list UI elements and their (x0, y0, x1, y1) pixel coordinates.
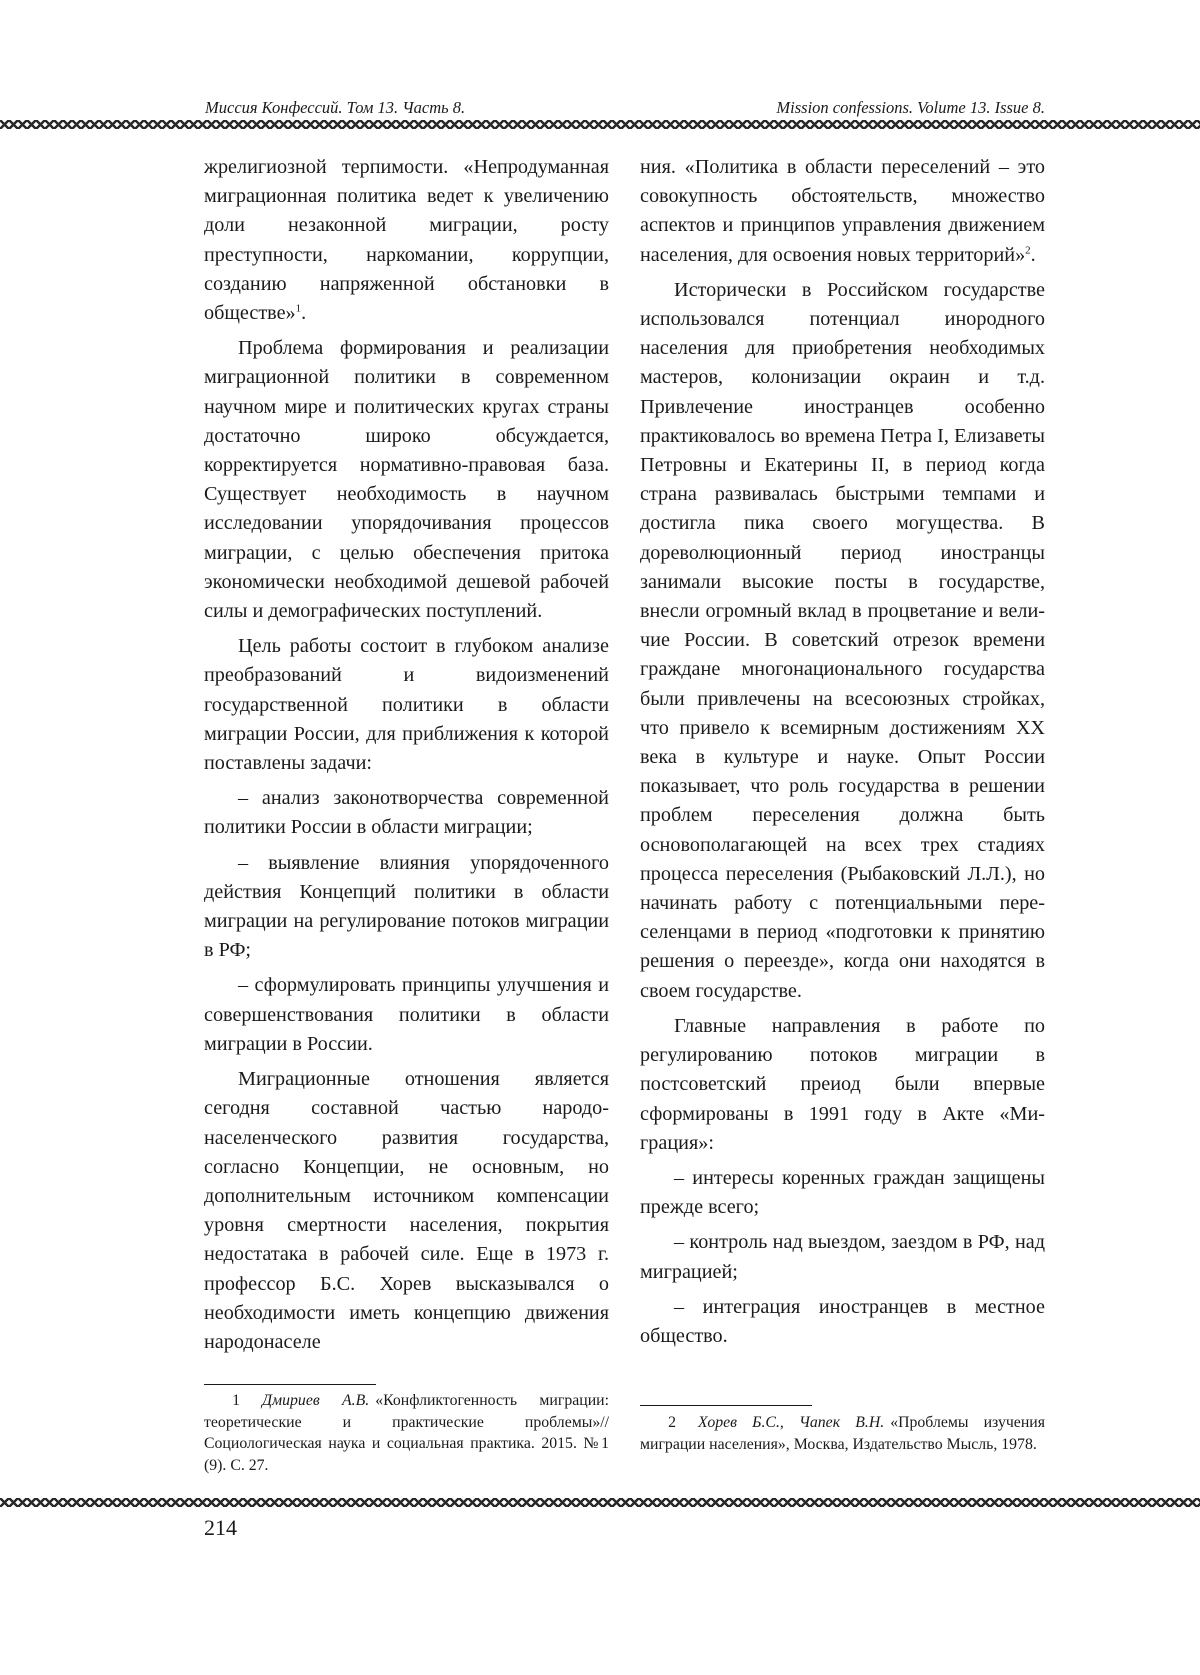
footnote-number: 2 (668, 1414, 676, 1431)
page-number: 214 (204, 1515, 237, 1540)
footnote-ref: 2 (1025, 243, 1031, 256)
bottom-ornament-divider (0, 1498, 1200, 1507)
paragraph: Исторически в Российском государстве использовался потенциал инородного населения для приобретения необходимых мастеров, колонизации окраин и т.д. Привлечение иностранцев особенно практиковалось во времена Петра I, Елизаветы Петровны и Екатерины II, в период когда страна развивалась быстрыми темпами и достигла пика своего могущества. В дореволюционный период иностранцы занимали высокие посты в государстве, внесли огромный вклад в процветание и величие России. В советский отрезок времени граждане многонационального государства были привлечены на всесоюзных стройках, что привело к всемирным достижениям XX века в культуре и науке. Опыт России показывает, что роль государства в решении проблем переселения должна быть основополагающей на всех трех стадиях процесса переселения (Рыбаковский Л.Л.), но начинать работу с потенциальными переселенцами в период «подготовки к принятию решения о переезде», когда они находятся в своем государстве. (640, 278, 1045, 1002)
right-column (640, 153, 1045, 1357)
list-item: – анализ законотворчества современной политики России в области миграции; (204, 787, 609, 839)
paragraph: Миграционные отношения является сегодня составной частью народонаселенческого развития государства, согласно Концепции, не основным, но дополнительным источником компенсации уровня смертности населения, покрытия недостатака в рабочей силе. Еще в 1973 г. профессор Б.С. Хорев высказывался о необходимости иметь концепцию движения народонаселе (204, 1068, 609, 1353)
footnote-ref: 1 (295, 302, 302, 315)
top-ornament-divider (0, 120, 1200, 129)
paragraph: ния. «Политика в области переселений – это совокупность обстоятельств, множество аспектов и принципов управления движением населения, для освоения новых территорий»$^2$. (640, 156, 1045, 266)
journal-title-ru: Миссия Конфессий. Том 13. Часть 8. (205, 98, 466, 117)
footnote-author: Хорев Б.С., Чапек В.Н. (698, 1414, 885, 1431)
footnote-text: «Проблемы изучения миграции населения», Москва, Издательство Мысль, 1978. (640, 1414, 1045, 1453)
footnote-1 (204, 1390, 609, 1476)
footnote-2 (640, 1412, 1045, 1455)
list-item: – выявление влияния упорядоченного действия Концепций политики в области миграции на регулирование потоков миграции в РФ; (204, 851, 609, 962)
list-item: – контроль над выездом, заездом в РФ, над миграцией; (640, 1231, 1045, 1283)
list-item: – интересы коренных граждан защищены прежде всего; (640, 1166, 1045, 1219)
paragraph: жрелигиозной терпимости. «Непродуманная миграционная политика ведет к увеличению доли незаконной миграции, росту преступности, наркомании, коррупции, созданию напряженной обстановки в обществе»$^1$. (204, 156, 609, 325)
left-column (204, 153, 609, 1363)
paragraph: Проблема формирования и реализации миграционной политики в современном научном мире и политических кругах страны достаточно широко обсуждается, корректируется нормативно-правовая база. Существует необходимость в научном исследовании упорядочивания процессов миграции, с целью обеспечения притока экономически необходимой дешевой рабочей силы и демографических поступлений. (204, 337, 609, 623)
journal-title-en: Mission confessions. Volume 13. Issue 8. (776, 98, 1045, 117)
footnote-number: 1 (232, 1392, 240, 1409)
footnote-text: «Конфликтогенность миграции: теоретические и практические проблемы»//Социологическая наука и социальная практика. 2015. №1 (9). С. 27. (204, 1392, 609, 1474)
list-item: – интеграция иностранцев в местное общество. (640, 1295, 1045, 1347)
paragraph: Цель работы состоит в глубоком анализе преобразований и видоизменений государственной политики в области миграции России, для приближения к которой поставлены задачи: (204, 635, 609, 775)
list-item: – сформулировать принципы улучшения и совершенствования политики в области миграции в России. (204, 974, 609, 1055)
paragraph: Главные направления в работе по регулированию потоков миграции в постсоветский преиод были впервые сформированы в 1991 году в Акте «Миграция»: (640, 1014, 1045, 1154)
footnote-author: Дмириев А.В. (262, 1392, 370, 1409)
footnote-separator (640, 1405, 812, 1406)
running-header (205, 96, 1045, 120)
footnote-separator (204, 1384, 376, 1385)
